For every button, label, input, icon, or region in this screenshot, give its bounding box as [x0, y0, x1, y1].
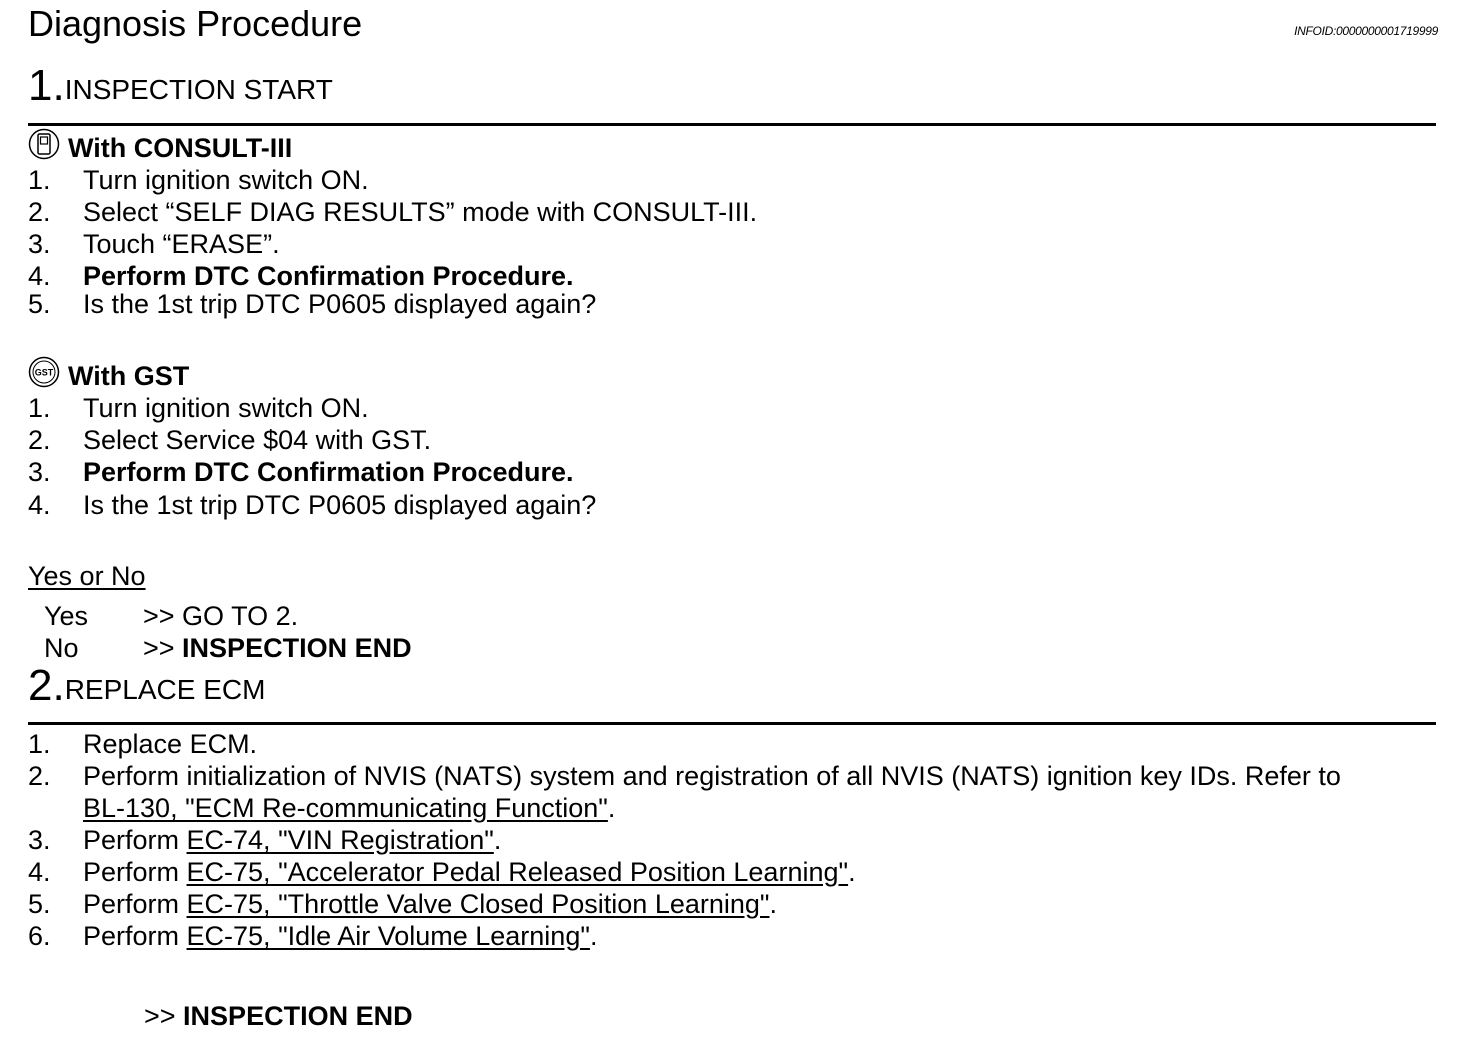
list-item: 5. Perform EC-75, "Throttle Valve Closed Position Learning".: [28, 889, 778, 919]
link-ec-75-idle-air[interactable]: EC-75, "Idle Air Volume Learning": [186, 921, 590, 951]
list-item: 2. Select Service $04 with GST.: [28, 425, 432, 455]
consult-tool-icon: [28, 128, 60, 167]
list-item: 2. Perform initialization of NVIS (NATS) system and registration of all NVIS (NATS) ignition key IDs. Refer to: [28, 761, 1341, 791]
step-2-title: REPLACE ECM: [64, 674, 266, 705]
step-2-number: 2.: [28, 661, 65, 710]
list-item: 1. Turn ignition switch ON.: [28, 393, 369, 423]
link-ec-74[interactable]: EC-74, "VIN Registration": [186, 825, 494, 855]
step-1-number: 1.: [28, 61, 65, 110]
link-ec-75-throttle[interactable]: EC-75, "Throttle Valve Closed Position Learning": [186, 889, 770, 919]
decision-label: Yes or No: [28, 561, 146, 591]
step-2-heading: [28, 662, 265, 710]
list-item: 6. Perform EC-75, "Idle Air Volume Learning".: [28, 921, 598, 951]
list-item: 3. Touch “ERASE”.: [28, 229, 280, 259]
list-item: 3. Perform DTC Confirmation Procedure.: [28, 457, 574, 487]
step-2-divider: [28, 722, 1436, 725]
step-1-heading: [28, 62, 333, 110]
gst-tool-icon: [28, 356, 60, 395]
list-item: 2. Select “SELF DIAG RESULTS” mode with CONSULT-III.: [28, 197, 758, 227]
info-id: INFOID:0000000001719999: [1294, 24, 1438, 38]
link-bl-130[interactable]: BL-130, "ECM Re-communicating Function": [83, 793, 608, 823]
list-item: 4. Is the 1st trip DTC P0605 displayed again?: [28, 490, 597, 520]
page-title: Diagnosis Procedure: [28, 3, 363, 44]
step-1-divider: [28, 123, 1436, 126]
consult-heading-label: With CONSULT-III: [68, 133, 293, 163]
list-item: 5. Is the 1st trip DTC P0605 displayed again?: [28, 289, 597, 319]
list-item: 4. Perform EC-75, "Accelerator Pedal Released Position Learning".: [28, 857, 856, 887]
gst-heading: [28, 360, 189, 392]
list-item: 3. Perform EC-74, "VIN Registration".: [28, 825, 502, 855]
list-item: 1. Replace ECM.: [28, 729, 258, 759]
link-ec-75-accelerator[interactable]: EC-75, "Accelerator Pedal Released Position Learning": [186, 857, 849, 887]
list-item: 1. Turn ignition switch ON.: [28, 165, 369, 195]
gst-heading-label: With GST: [68, 361, 190, 391]
answer-yes: Yes >> GO TO 2.: [44, 601, 299, 631]
list-item: BL-130, "ECM Re-communicating Function".: [83, 793, 616, 823]
step-1-title: INSPECTION START: [64, 74, 333, 105]
gst-icon-text: GST: [34, 367, 54, 378]
consult-heading: [28, 132, 292, 164]
step-2-end: >> INSPECTION END: [144, 1001, 413, 1031]
answer-no: No >> INSPECTION END: [44, 633, 412, 663]
list-item: 4. Perform DTC Confirmation Procedure.: [28, 261, 574, 291]
